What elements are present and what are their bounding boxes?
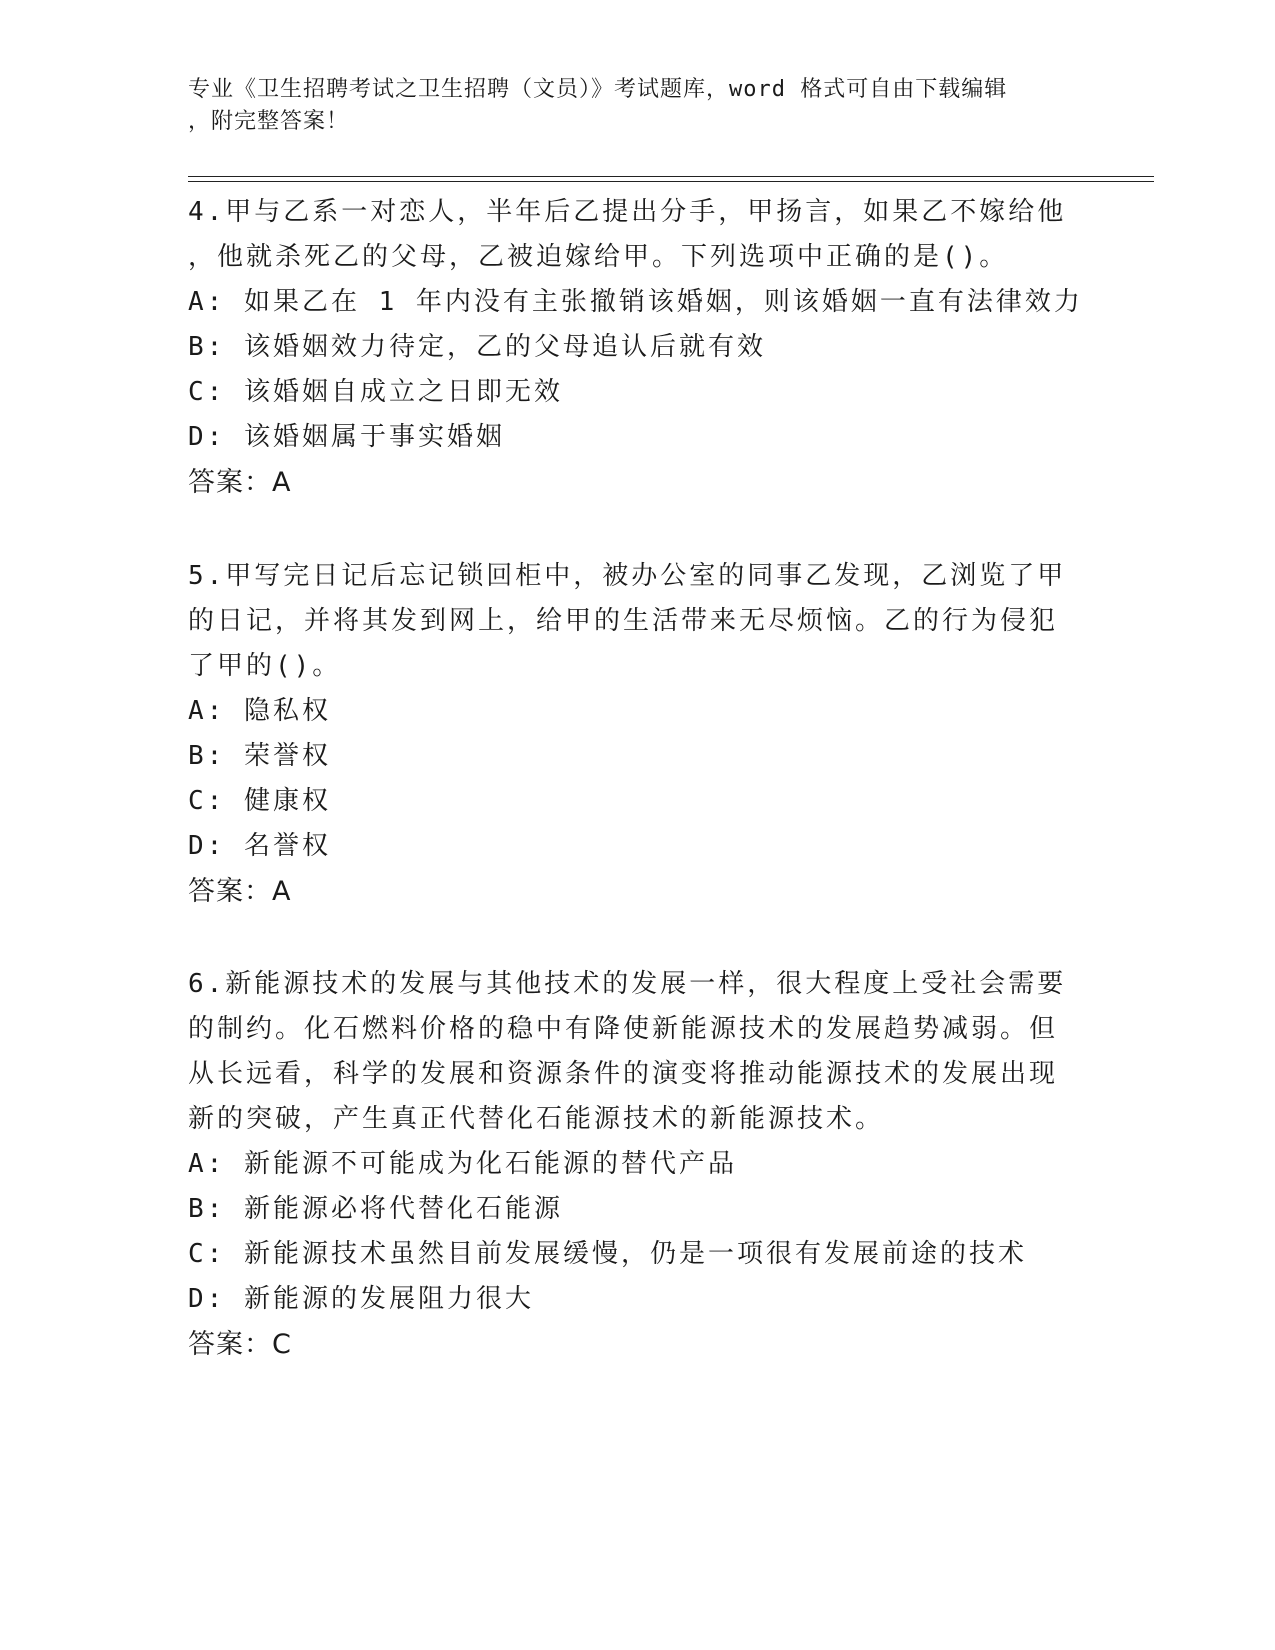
option-b: B: 新能源必将代替化石能源 [188, 1194, 563, 1224]
question-4 [188, 190, 1088, 505]
answer-line: 答案：A [188, 467, 292, 498]
option-d: D: 新能源的发展阻力很大 [188, 1284, 534, 1314]
header-double-rule [188, 176, 1154, 182]
option-a: A: 新能源不可能成为化石能源的替代产品 [188, 1149, 737, 1179]
question-stem-line: 5.甲写完日记后忘记锁回柜中，被办公室的同事乙发现，乙浏览了甲 [188, 561, 1067, 591]
question-stem-line: 从长远看，科学的发展和资源条件的演变将推动能源技术的发展出现 [188, 1059, 1059, 1089]
option-d: D: 名誉权 [188, 831, 331, 861]
option-d: D: 该婚姻属于事实婚姻 [188, 422, 505, 452]
option-a: A: 隐私权 [188, 696, 331, 726]
question-5 [188, 554, 1088, 914]
document-header [188, 74, 1068, 138]
option-b: B: 该婚姻效力待定，乙的父母追认后就有效 [188, 332, 766, 362]
header-title-line-2: ，附完整答案！ [188, 109, 350, 134]
question-stem-line: 了甲的()。 [188, 651, 342, 681]
question-stem-line: 的制约。化石燃料价格的稳中有降使新能源技术的发展趋势减弱。但 [188, 1014, 1059, 1044]
question-stem-line: 6.新能源技术的发展与其他技术的发展一样，很大程度上受社会需要 [188, 969, 1067, 999]
answer-line: 答案：C [188, 1329, 292, 1360]
option-c: C: 新能源技术虽然目前发展缓慢，仍是一项很有发展前途的技术 [188, 1239, 1027, 1269]
option-c: C: 该婚姻自成立之日即无效 [188, 377, 563, 407]
answer-line: 答案：A [188, 876, 292, 907]
question-6 [188, 962, 1088, 1367]
option-b: B: 荣誉权 [188, 741, 331, 771]
question-stem-line: ，他就杀死乙的父母，乙被迫嫁给甲。下列选项中正确的是()。 [188, 242, 1009, 272]
question-stem-line: 4.甲与乙系一对恋人，半年后乙提出分手，甲扬言，如果乙不嫁给他 [188, 197, 1067, 227]
question-stem-line: 的日记，并将其发到网上，给甲的生活带来无尽烦恼。乙的行为侵犯 [188, 606, 1059, 636]
option-c: C: 健康权 [188, 786, 331, 816]
question-stem-line: 新的突破，产生真正代替化石能源技术的新能源技术。 [188, 1104, 885, 1134]
header-title-line-1: 专业《卫生招聘考试之卫生招聘（文员）》考试题库，word 格式可自由下载编辑 [188, 77, 1008, 102]
option-a: A: 如果乙在 1 年内没有主张撤销该婚姻，则该婚姻一直有法律效力 [188, 287, 1083, 317]
